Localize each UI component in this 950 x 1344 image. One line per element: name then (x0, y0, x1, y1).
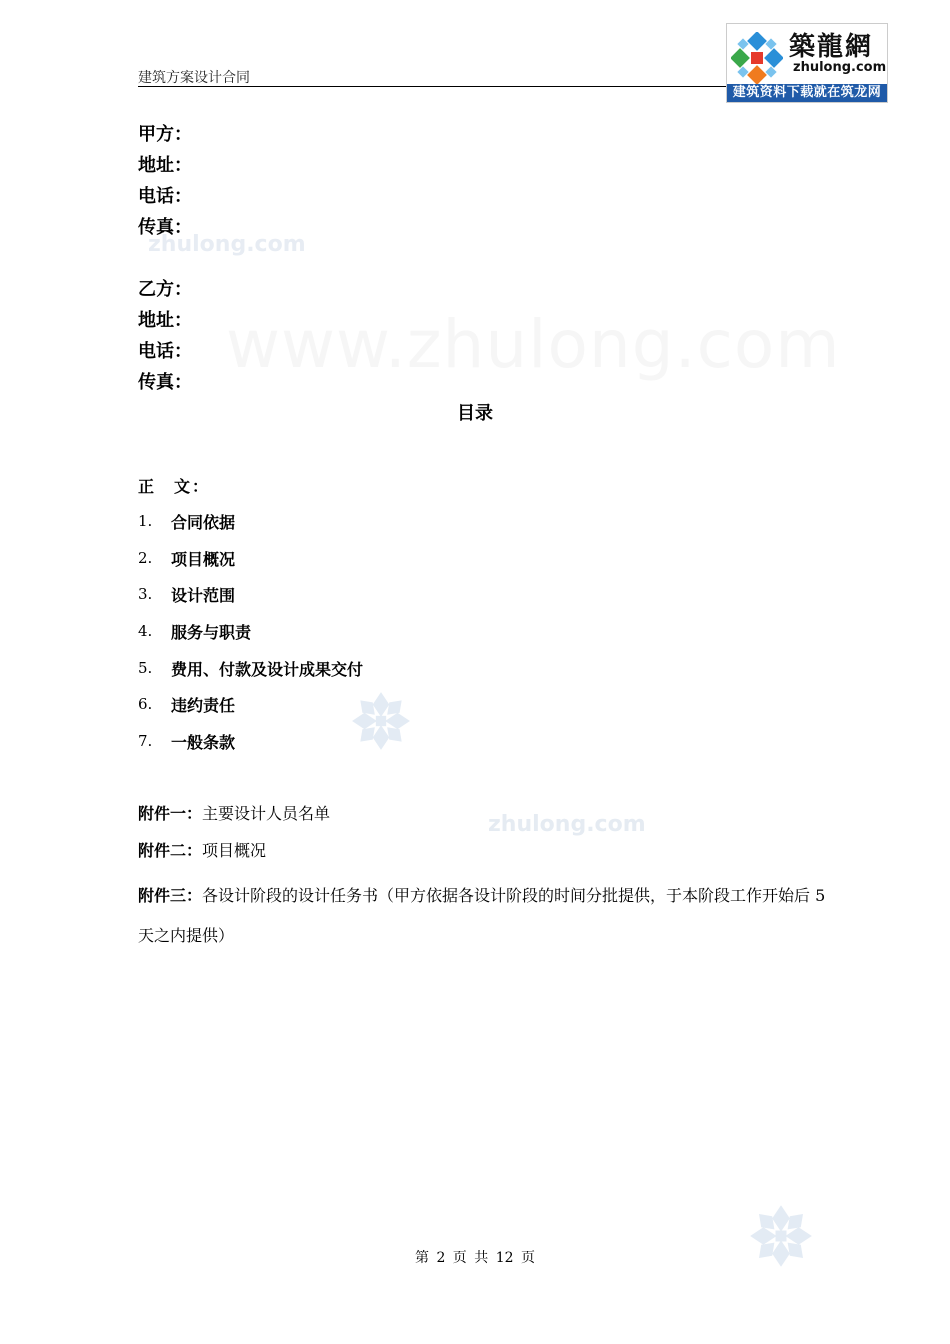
watermark-small-2: zhulong.com (488, 812, 646, 837)
watermark-flower-icon (350, 690, 412, 752)
toc-item-number: 4. (138, 622, 153, 640)
logo-tagline: 建筑资料下载就在筑龙网 (727, 84, 887, 102)
party-b-phone: 电话： (138, 341, 192, 362)
party-a-label: 甲方： (138, 124, 192, 145)
toc-item-text: 设计范围 (171, 586, 236, 605)
toc-title: 目录 (457, 403, 493, 424)
party-b-label: 乙方： (138, 279, 192, 300)
attachment-1 (138, 803, 838, 825)
zhulong-logo (726, 23, 888, 103)
party-a-address: 地址： (138, 155, 192, 176)
toc-item-text: 合同依据 (171, 513, 236, 532)
watermark-small: zhulong.com (148, 232, 306, 257)
toc-item-text: 一般条款 (171, 733, 236, 752)
attachment-text: 主要设计人员名单 (202, 804, 331, 823)
toc-item-text: 服务与职责 (171, 623, 252, 642)
toc-item-number: 1. (138, 512, 153, 530)
toc-item-number: 2. (138, 549, 153, 567)
party-a-fax: 传真： (138, 217, 192, 238)
attachment-label: 附件三： (138, 886, 203, 905)
logo-name-cn: 築龍網 (789, 32, 874, 62)
party-b-fax: 传真： (138, 372, 192, 393)
toc-item-text: 项目概况 (171, 550, 236, 569)
party-a-phone: 电话： (138, 186, 192, 207)
logo-domain: zhulong.com (793, 60, 887, 75)
attachment-3 (138, 876, 828, 956)
toc-item-number: 7. (138, 732, 153, 750)
watermark-large: www.zhulong.com (226, 306, 841, 383)
header-title: 建筑方案设计合同 (138, 70, 250, 86)
toc-body-label: 正 文： (138, 477, 211, 496)
attachment-2 (138, 840, 838, 862)
toc-item-text: 费用、付款及设计成果交付 (171, 660, 364, 679)
attachment-text: 各设计阶段的设计任务书（甲方依据各设计阶段的时间分批提供，于本阶段工作开始后 5 天之内提供） (138, 886, 826, 945)
toc-item-text: 违约责任 (171, 696, 236, 715)
logo-flower-icon (731, 32, 783, 84)
attachment-label: 附件二： (138, 841, 203, 860)
attachment-text: 项目概况 (202, 841, 267, 860)
toc-item-number: 6. (138, 695, 153, 713)
toc-item-number: 5. (138, 659, 153, 677)
toc-item-number: 3. (138, 585, 153, 603)
page-number: 第 2 页 共 12 页 (415, 1250, 535, 1266)
party-b-address: 地址： (138, 310, 192, 331)
attachment-label: 附件一： (138, 804, 203, 823)
